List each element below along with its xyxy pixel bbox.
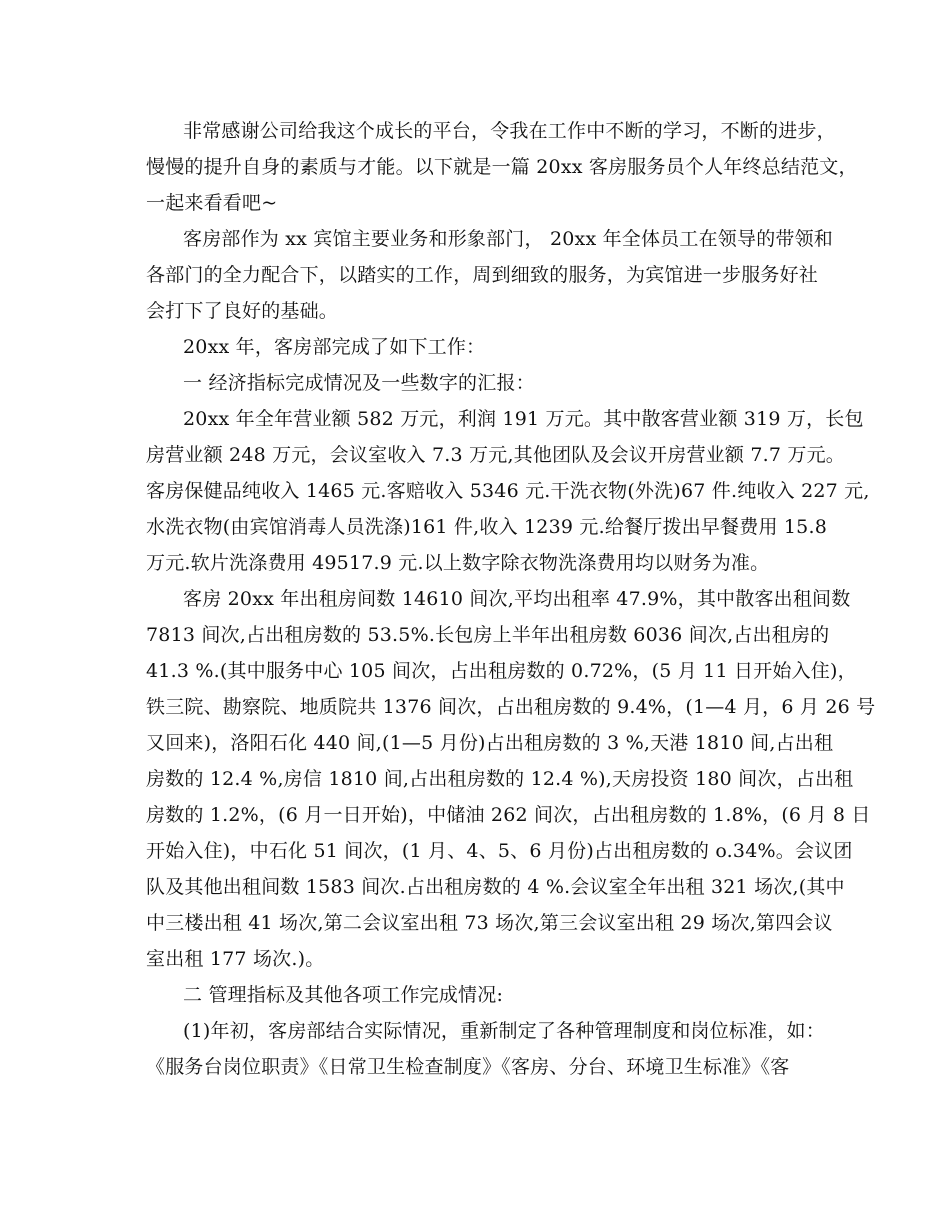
text-line: 7813 间次,占出租房数的 53.5%.长包房上半年出租房数 6036 间次,占出租房的 [146, 624, 830, 646]
text-line: 房数的 1.2%，(6 月一日开始)，中储油 262 间次，占出租房数的 1.8%，(6 月 8 日 [146, 804, 871, 826]
text-line: 非常感谢公司给我这个成长的平台，令我在工作中不断的学习，不断的进步， [183, 120, 836, 142]
text-line: 客房部作为 xx 宾馆主要业务和形象部门， 20xx 年全体员工在领导的带领和 [183, 228, 833, 250]
text-line: 又回来)，洛阳石化 440 间,(1—5 月份)占出租房数的 3 %,天港 1810 间,占出租 [146, 732, 834, 754]
text-line: 会打下了良好的基础。 [146, 300, 339, 322]
text-line: 《服务台岗位职责》《日常卫生检查制度》《客房、分台、环境卫生标准》《客 [146, 1056, 790, 1078]
text-line: 水洗衣物(由宾馆消毒人员洗涤)161 件,收入 1239 元.给餐厅拨出早餐费用 15.8 [146, 516, 827, 538]
text-line: 房数的 12.4 %,房信 1810 间,占出租房数的 12.4 %),天房投资 180 间次，占出租 [146, 768, 854, 790]
text-line: 各部门的全力配合下，以踏实的工作，周到细致的服务，为宾馆进一步服务好社 [146, 264, 819, 286]
text-line: 客房 20xx 年出租房间数 14610 间次,平均出租率 47.9%，其中散客出租间数 [183, 588, 851, 610]
text-line: 慢慢的提升自身的素质与才能。以下就是一篇 20xx 客房服务员个人年终总结范文， [146, 156, 858, 178]
text-line: 房营业额 248 万元，会议室收入 7.3 万元,其他团队及会议开房营业额 7.7 万元。 [146, 444, 845, 466]
section-heading: 二 管理指标及其他各项工作完成情况: [183, 984, 504, 1006]
text-line: 铁三院、勘察院、地质院共 1376 间次，占出租房数的 9.4%，(1—4 月，6 月 26 号 [146, 696, 876, 718]
text-line: 万元.软片洗涤费用 49517.9 元.以上数字除衣物洗涤费用均以财务为准。 [146, 552, 770, 574]
section-heading: 一 经济指标完成情况及一些数字的汇报： [183, 372, 535, 394]
text-line: 一起来看看吧~ [146, 192, 278, 214]
text-line: 队及其他出租间数 1583 间次.占出租房数的 4 %.会议室全年出租 321 场次,(其中 [146, 876, 845, 898]
text-line: (1)年初，客房部结合实际情况，重新制定了各种管理制度和岗位标准，如： [183, 1020, 825, 1042]
text-line: 室出租 177 场次.)。 [146, 948, 325, 970]
text-line: 20xx 年全年营业额 582 万元，利润 191 万元。其中散客营业额 319 万，长包 [183, 408, 864, 430]
text-line: 开始入住)，中石化 51 间次，(1 月、4、5、6 月份)占出租房数的 o.34%。会议团 [146, 840, 853, 862]
text-line: 中三楼出租 41 场次,第二会议室出租 73 场次,第三会议室出租 29 场次,第四会议 [146, 912, 833, 934]
text-line: 41.3 %.(其中服务中心 105 间次，占出租房数的 0.72%，(5 月 11 日开始入住)， [146, 660, 857, 682]
text-line: 20xx 年，客房部完成了如下工作： [183, 336, 486, 358]
text-line: 客房保健品纯收入 1465 元.客赔收入 5346 元.干洗衣物(外洗)67 件.纯收入 227 元, [146, 480, 870, 502]
